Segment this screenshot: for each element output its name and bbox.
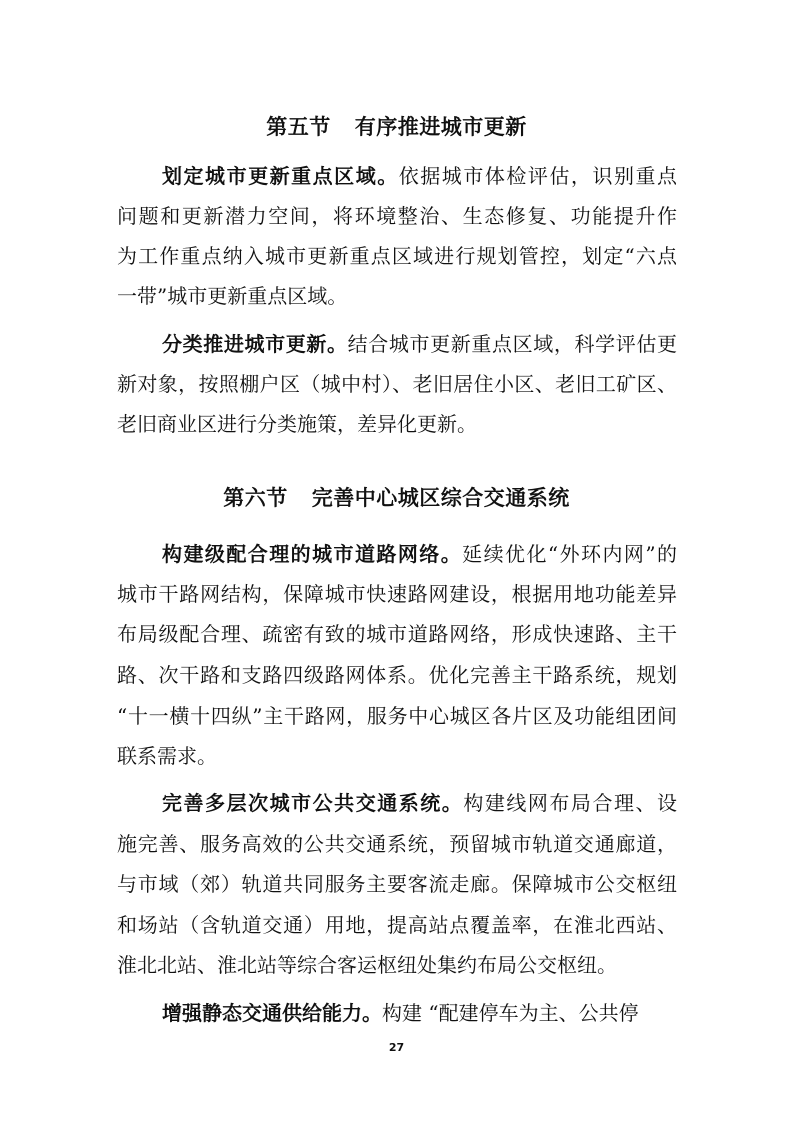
paragraph-4-line-4: 和场站（含轨道交通）用地，提高站点覆盖率，在淮北西站、 xyxy=(117,913,677,937)
paragraph-3-lead: 构建级配合理的城市道路网络。 xyxy=(162,542,463,566)
paragraph-2-line-2: 新对象，按照棚户区（城中村）、老旧居住小区、老旧工矿区、 xyxy=(117,372,677,396)
paragraph-1-line-3: 为工作重点纳入城市更新重点区域进行规划管控，划定“六点 xyxy=(117,244,677,268)
paragraph-3-line-2: 城市干路网结构，保障城市快速路网建设，根据用地功能差异 xyxy=(117,582,677,606)
section-6-number: 第六节 xyxy=(223,486,288,510)
paragraph-3-line-4: 路、次干路和支路四级路网体系。优化完善主干路系统，规划 xyxy=(117,663,677,687)
paragraph-4-line-2: 施完善、服务高效的公共交通系统，预留城市轨道交通廊道， xyxy=(117,832,677,856)
paragraph-3-line-5: “十一横十四纵”主干路网，服务中心城区各片区及功能组团间 xyxy=(117,704,677,728)
paragraph-5-line-1: 增强静态交通供给能力。构建 “配建停车为主、公共停 xyxy=(162,1001,639,1025)
paragraph-4-line-3: 与市域（郊）轨道共同服务主要客流走廊。保障城市公交枢纽 xyxy=(117,872,677,896)
section-5-number: 第五节 xyxy=(266,115,331,139)
paragraph-1-line-1: 划定城市更新重点区域。依据城市体检评估，识别重点 xyxy=(162,164,678,188)
section-6-heading xyxy=(0,482,793,512)
paragraph-3-line-3: 布局级配合理、疏密有致的城市道路网络，形成快速路、主干 xyxy=(117,622,677,646)
paragraph-4-lead: 完善多层次城市公共交通系统。 xyxy=(162,791,464,815)
paragraph-3-line-6: 联系需求。 xyxy=(117,744,217,768)
paragraph-4-line-5: 淮北北站、淮北站等综合客运枢纽处集约布局公交枢纽。 xyxy=(117,953,617,977)
paragraph-4-line-1: 完善多层次城市公共交通系统。构建线网布局合理、设 xyxy=(162,791,678,815)
paragraph-2-line-3: 老旧商业区进行分类施策，差异化更新。 xyxy=(117,412,477,436)
paragraph-2-line-1: 分类推进城市更新。结合城市更新重点区域，科学评估更 xyxy=(162,332,677,356)
paragraph-1-line-2: 问题和更新潜力空间，将环境整治、生态修复、功能提升作 xyxy=(117,204,677,228)
paragraph-2-lead: 分类推进城市更新。 xyxy=(162,332,348,356)
paragraph-3-line-1: 构建级配合理的城市道路网络。延续优化“外环内网”的 xyxy=(162,542,677,566)
section-6-title: 完善中心城区综合交通系统 xyxy=(311,486,570,510)
page-number: 27 xyxy=(388,1041,405,1054)
paragraph-1-lead: 划定城市更新重点区域。 xyxy=(162,164,399,188)
paragraph-5-lead: 增强静态交通供给能力。 xyxy=(162,1001,382,1025)
paragraph-1-line-4: 一带”城市更新重点区域。 xyxy=(117,284,348,308)
section-5-title: 有序推进城市更新 xyxy=(354,115,527,139)
section-5-heading xyxy=(0,111,793,141)
